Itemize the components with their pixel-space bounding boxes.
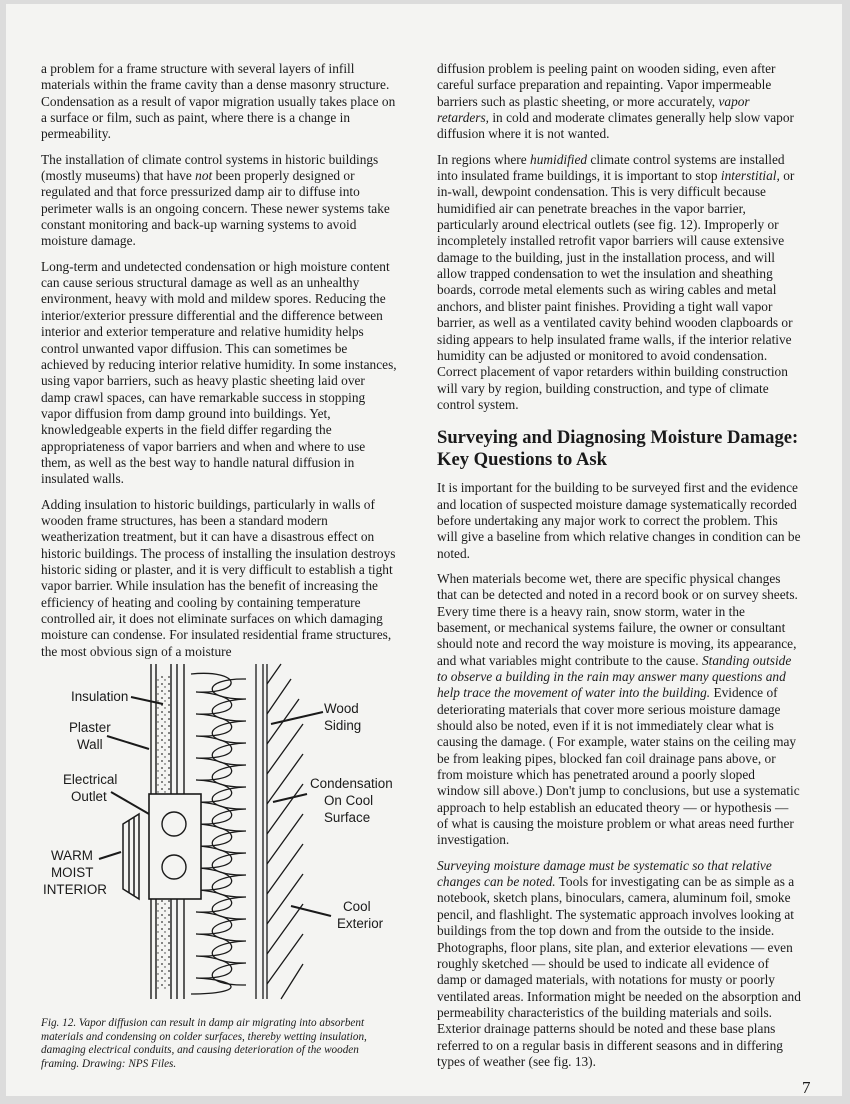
left-column — [41, 61, 397, 669]
figure-caption: Fig. 12. Vapor diffusion can result in damp air migrating into absorbent materials and condensing on colder surfaces, thereby wetting insulation, damaging electrical conduits, and causing deterioration of the wooden framing. Drawing: NPS Files. — [41, 1017, 367, 1071]
label-exterior: Exterior — [337, 916, 384, 931]
right-paragraph-1: diffusion problem is peeling paint on wooden siding, even after careful surface preparation and repainting. Vapor impermeable barriers such as plastic sheeting, or more accurately, vapor retarders, in cold and moderate climates generally help slow vapor diffusion where it is not wanted. — [437, 61, 794, 142]
section-paragraph-2: When materials become wet, there are specific physical changes that can be detected and noted in a record book or on survey sheets. Every time there is a heavy rain, snow storm, water in the basement, or mechanical systems failure, the owner or consultant should note and record the way moisture is moving, its appearance, and what variables might contribute to the cause. Standing outside to observe a building in the rain may answer many questions and help trace the movement of water into the building. Evidence of deteriorating materials that cover more serious moisture damage should also be noted, even if it is not immediately clear what is causing the damage. ( For example, water stains on the ceiling may be from leaking pipes, blocked fan coil drainage pans above, or from moisture which has penetrated around a poorly sloped window sill above.) Don't jump to conclusions, but use a systematic approach to help establish an educated theory — or hypothesis — of what is causing the moisture problem or what areas need further investigation. — [437, 570, 800, 848]
section-paragraph-1: It is important for the building to be surveyed first and the evidence and location of suspected moisture damage systematically recorded before undertaking any major work to correct the problem. This will give a baseline from which relative changes in condition can be noted. — [437, 480, 801, 561]
label-interior: INTERIOR — [43, 882, 107, 897]
sheathing — [256, 664, 263, 999]
section-heading: Surveying and Diagnosing Moisture Damage: Key Questions to Ask — [437, 427, 799, 470]
label-wood: Wood — [324, 701, 359, 716]
label-surface: Surface — [324, 810, 371, 825]
wall-section-diagram — [41, 654, 397, 1009]
diagram-labels — [43, 689, 393, 931]
document-page — [6, 4, 842, 1096]
electrical-outlet-box — [149, 794, 201, 899]
left-paragraph-2: The installation of climate control systems in historic buildings (mostly museums) that have not been properly designed or regulated and that force pressurized damp air to diffuse into perimeter walls is an ongoing concern. These newer systems take constant monitoring and back-up warning systems to avoid moisture damage. — [41, 151, 390, 249]
label-siding: Siding — [324, 718, 362, 733]
label-condensation: Condensation — [310, 776, 393, 791]
label-cool: Cool — [343, 899, 371, 914]
label-wall: Wall — [77, 737, 103, 752]
right-paragraph-2: In regions where humidified climate control systems are installed into insulated frame buildings, it is important to stop interstitial, or in-wall, dewpoint condensation. This is very difficult because humidified air can penetrate breaches in the vapor barrier, particularly around electrical outlets (see fig. 12). Improperly or incompletely installed retrofit vapor barriers will cause extensive damage to the building, just in the installation process, and will allow trapped condensation to wet the insulation and sheathing boards, corrode metal elements such as wiring cables and metal anchors, and blister paint finishes. Providing a tight wall vapor barrier, as well as a ventilated cavity behind wooden clapboards or siding appears to help insulated frame walls, if the interior relative humidity can be adjusted or monitored to avoid condensation. Correct placement of vapor retarders within building construction will vary by region, building construction, and type of climate control system. — [437, 151, 795, 412]
wood-siding — [267, 664, 303, 999]
left-paragraph-4: Adding insulation to historic buildings, particularly in walls of wooden frame structures, has been a standard modern weatherization treatment, but it can have a disastrous effect on historic buildings. The process of installing the insulation destroys historic siding or plaster, and it is very difficult to establish a tight vapor barrier. While insulation has the benefit of increasing the efficiency of heating and cooling by containing temperature controlled air, it does not eliminate surfaces on which damaging moisture can condense. For insulated residential frame structures, the most obvious sign of a moisture — [41, 496, 396, 659]
label-outlet: Outlet — [71, 789, 107, 804]
outlet-cover-plate — [123, 814, 139, 899]
label-on-cool: On Cool — [324, 793, 374, 808]
label-warm: WARM — [51, 848, 93, 863]
right-column — [437, 61, 801, 1079]
page-number: 7 — [802, 1078, 811, 1096]
wall-section-drawing — [41, 654, 397, 1009]
left-paragraph-3: Long-term and undetected condensation or high moisture content can cause serious structural damage as well as an unhealthy environment, heavy with mold and mildew spores. Reducing the interior/exterior pressure differential and the difference between interior and exterior temperature and relative humidity helps control unwanted vapor diffusion. This can sometimes be achieved by reducing interior relative humidity. In some instances, using vapor barriers, such as heavy plastic sheeting laid over damp crawl spaces, can have remarkable success in stopping vapor diffusion from damp ground into buildings. Yet, knowledgeable experts in the field differ regarding the appropriateness of vapor barriers and when and where to use them, as well as the best way to handle natural diffusion in insulated walls. — [41, 258, 397, 487]
section-paragraph-3: Surveying moisture damage must be systematic so that relative changes can be noted. Tools for investigating can be as simple as a notebook, sketch plans, binoculars, camera, aluminum foil, smoke pencil, and flashlight. The systematic approach involves looking at buildings from the top down and from the outside to the inside. Photographs, floor plans, site plan, and exterior elevations — even roughly sketched — should be used to indicate all evidence of damp or damaged materials, with notations for musty or poorly ventilated areas. Information might be needed on the absorption and permeability characteristics of the building materials and soils. Exterior drainage patterns should be noted and these base plans referred to on a regular basis in different seasons and in differing types of weather (see fig. 13). — [437, 857, 801, 1069]
label-moist: MOIST — [51, 865, 94, 880]
left-paragraph-1: a problem for a frame structure with several layers of infill materials within the frame cavity than a dense masonry structure. Condensation as a result of vapor migration usually takes place on a surface or film, such as paint, where there is a change in permeability. — [41, 61, 396, 142]
label-plaster: Plaster — [69, 720, 111, 735]
label-electrical: Electrical — [63, 772, 118, 787]
label-insulation: Insulation — [71, 689, 129, 704]
